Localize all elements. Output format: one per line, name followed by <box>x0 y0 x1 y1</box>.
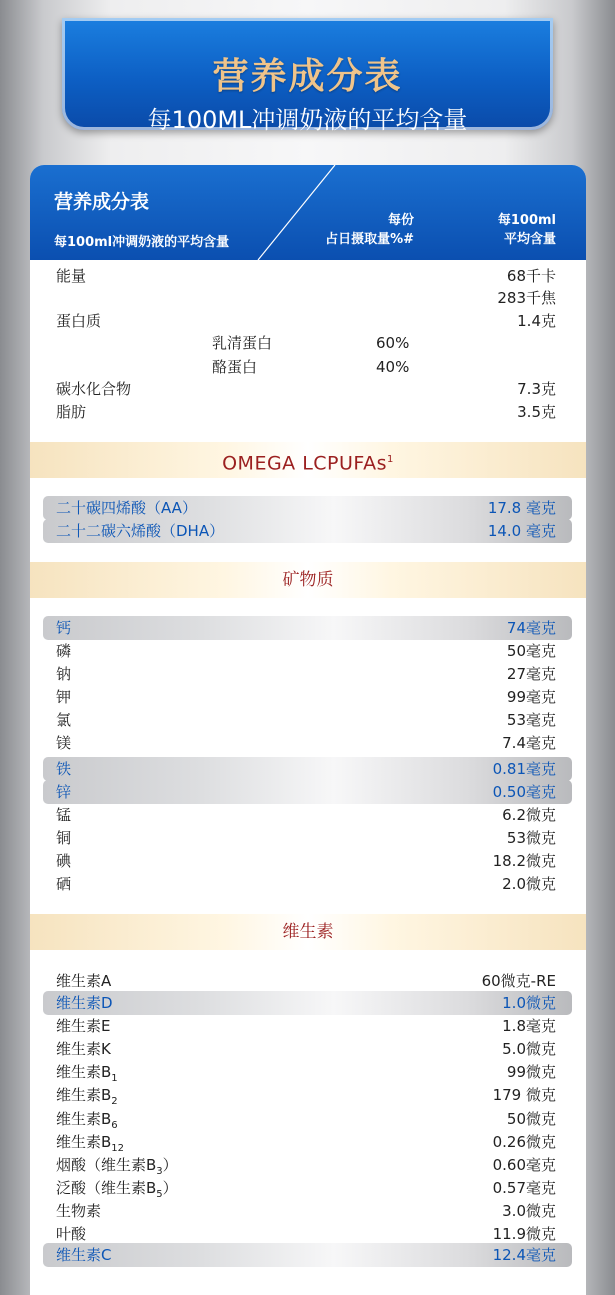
section-minerals-header <box>30 562 586 598</box>
nutrient-name: 钾 <box>56 688 72 706</box>
column-rdi-header <box>325 211 414 249</box>
nutrient-name <box>56 1131 124 1156</box>
section-title: 矿物质 <box>282 570 334 590</box>
row-chloride <box>56 709 556 731</box>
nutrient-value: 3.0微克 <box>502 1202 556 1220</box>
nutrient-name <box>56 1061 118 1086</box>
column-rdi-line2: 占日摄取量%# <box>325 232 414 247</box>
nutrient-value: 283千焦 <box>497 289 556 307</box>
section-vitamins-header <box>30 914 586 950</box>
nutrient-name-suffix: ） <box>162 1179 178 1197</box>
nutrient-name: 维生素E <box>56 1017 111 1035</box>
nutrient-value: 1.4克 <box>517 312 556 330</box>
nutrient-name: 镁 <box>56 734 72 752</box>
subscript: 5 <box>156 1189 163 1200</box>
table-header-title: 营养成分表 <box>54 191 150 213</box>
nutrient-name: 碳水化合物 <box>56 380 132 398</box>
nutrient-name: 蛋白质 <box>56 312 102 330</box>
nutrient-value: 27毫克 <box>506 665 556 683</box>
nutrient-name-text: 维生素B <box>56 1133 112 1151</box>
row-energy <box>56 265 556 287</box>
nutrient-name: 硒 <box>56 875 72 893</box>
nutrient-name: 氯 <box>56 711 72 729</box>
nutrient-value: 179 微克 <box>492 1086 556 1104</box>
row-niacin <box>56 1154 556 1176</box>
nutrient-value: 11.9微克 <box>492 1225 556 1243</box>
column-amount-line1: 每100ml <box>497 213 556 228</box>
nutrient-name: 维生素A <box>56 972 112 990</box>
row-vitamin-a <box>56 970 556 992</box>
row-vitamin-b12 <box>56 1131 556 1153</box>
row-pantothenic-acid <box>56 1177 556 1199</box>
nutrient-name-text: 维生素B <box>56 1086 112 1104</box>
nutrient-name <box>56 1154 178 1179</box>
nutrient-value: 1.8毫克 <box>502 1017 556 1035</box>
nutrient-value: 0.57毫克 <box>492 1179 556 1197</box>
table-header-subtitle: 每100ml冲调奶液的平均含量 <box>54 235 230 250</box>
nutrient-value: 14.0 毫克 <box>487 522 556 540</box>
banner-subtitle: 每100ML冲调奶液的平均含量 <box>147 106 468 134</box>
nutrient-name: 钠 <box>56 665 72 683</box>
nutrient-value: 68千卡 <box>506 267 556 285</box>
nutrient-value: 1.0微克 <box>502 994 556 1012</box>
nutrient-name-text: 泛酸（维生素B <box>56 1179 157 1197</box>
nutrient-name: 二十二碳六烯酸（DHA） <box>56 522 225 540</box>
nutrient-value: 60微克-RE <box>481 972 556 990</box>
row-selenium <box>56 873 556 895</box>
footnote-marker: 1 <box>387 454 394 465</box>
row-copper <box>56 827 556 849</box>
row-vitamin-b2 <box>56 1084 556 1106</box>
nutrient-value: 99毫克 <box>506 688 556 706</box>
nutrient-value: 12.4毫克 <box>492 1246 556 1264</box>
nutrient-name-text: 维生素B <box>56 1063 112 1081</box>
nutrient-name: 乳清蛋白 <box>212 334 273 352</box>
nutrient-value: 53微克 <box>506 829 556 847</box>
row-whey <box>56 332 556 354</box>
section-omega-header <box>30 442 586 478</box>
nutrient-name: 锌 <box>56 783 72 801</box>
nutrient-value: 99微克 <box>506 1063 556 1081</box>
subscript: 6 <box>111 1120 118 1131</box>
row-iron <box>56 758 556 780</box>
nutrient-value: 0.26微克 <box>492 1133 556 1151</box>
nutrient-value: 5.0微克 <box>502 1040 556 1058</box>
row-vitamin-e <box>56 1015 556 1037</box>
nutrient-value: 0.60毫克 <box>492 1156 556 1174</box>
nutrient-percent: 60% <box>376 334 410 352</box>
row-vitamin-c <box>56 1244 556 1266</box>
nutrient-name: 能量 <box>56 267 87 285</box>
nutrient-name: 二十碳四烯酸（AA） <box>56 499 197 517</box>
nutrient-name: 铁 <box>56 760 72 778</box>
row-fat <box>56 401 556 423</box>
row-vitamin-k <box>56 1038 556 1060</box>
nutrient-value: 50毫克 <box>506 642 556 660</box>
row-sodium <box>56 663 556 685</box>
row-biotin <box>56 1200 556 1222</box>
nutrient-name <box>56 1108 118 1133</box>
nutrient-name: 锰 <box>56 806 72 824</box>
nutrient-value: 2.0微克 <box>502 875 556 893</box>
nutrient-name: 脂肪 <box>56 403 87 421</box>
nutrition-table <box>30 165 586 1295</box>
row-vitamin-d <box>56 992 556 1014</box>
nutrient-value: 50微克 <box>506 1110 556 1128</box>
nutrient-value: 53毫克 <box>506 711 556 729</box>
title-banner <box>62 18 553 134</box>
row-phosphorus <box>56 640 556 662</box>
column-amount-header <box>498 211 556 249</box>
nutrient-name: 碘 <box>56 852 72 870</box>
nutrient-name: 维生素C <box>56 1246 112 1264</box>
table-header <box>30 165 586 260</box>
nutrient-name-suffix: ） <box>162 1156 178 1174</box>
nutrient-name-text: 维生素B <box>56 1110 112 1128</box>
nutrient-percent: 40% <box>376 358 410 376</box>
row-energy-kj <box>56 287 556 309</box>
nutrient-name: 维生素D <box>56 994 113 1012</box>
subscript: 12 <box>111 1143 125 1154</box>
row-casein <box>56 356 556 378</box>
nutrient-value: 0.81毫克 <box>492 760 556 778</box>
subscript: 3 <box>156 1166 163 1177</box>
nutrient-name: 维生素K <box>56 1040 111 1058</box>
row-vitamin-b1 <box>56 1061 556 1083</box>
nutrient-value: 6.2微克 <box>502 806 556 824</box>
row-magnesium <box>56 732 556 754</box>
row-potassium <box>56 686 556 708</box>
nutrient-name-text: 烟酸（维生素B <box>56 1156 157 1174</box>
nutrient-value: 18.2微克 <box>492 852 556 870</box>
subscript: 1 <box>111 1073 118 1084</box>
row-iodine <box>56 850 556 872</box>
nutrient-value: 0.50毫克 <box>492 783 556 801</box>
row-zinc <box>56 781 556 803</box>
row-carbohydrate <box>56 378 556 400</box>
nutrient-name: 叶酸 <box>56 1225 87 1243</box>
row-calcium <box>56 617 556 639</box>
nutrient-value: 17.8 毫克 <box>487 499 556 517</box>
row-manganese <box>56 804 556 826</box>
subscript: 2 <box>111 1096 118 1107</box>
nutrient-name <box>56 1084 118 1109</box>
nutrient-name: 磷 <box>56 642 72 660</box>
row-protein <box>56 310 556 332</box>
nutrient-value: 74毫克 <box>506 619 556 637</box>
column-amount-line2: 平均含量 <box>503 232 556 247</box>
row-vitamin-b6 <box>56 1108 556 1130</box>
nutrient-value: 7.4毫克 <box>502 734 556 752</box>
nutrient-name: 钙 <box>56 619 72 637</box>
nutrient-value: 7.3克 <box>517 380 556 398</box>
nutrient-name <box>56 1177 178 1202</box>
row-folic-acid <box>56 1223 556 1245</box>
column-rdi-line1: 每份 <box>387 213 414 228</box>
banner-title: 营养成分表 <box>212 56 403 97</box>
nutrient-name: 生物素 <box>56 1202 102 1220</box>
nutrient-name: 铜 <box>56 829 72 847</box>
nutrient-value: 3.5克 <box>517 403 556 421</box>
section-title: OMEGA LCPUFAs <box>222 452 388 475</box>
nutrient-name: 酪蛋白 <box>212 358 258 376</box>
row-aa <box>56 497 556 519</box>
section-title: 维生素 <box>282 922 334 942</box>
row-dha <box>56 520 556 542</box>
